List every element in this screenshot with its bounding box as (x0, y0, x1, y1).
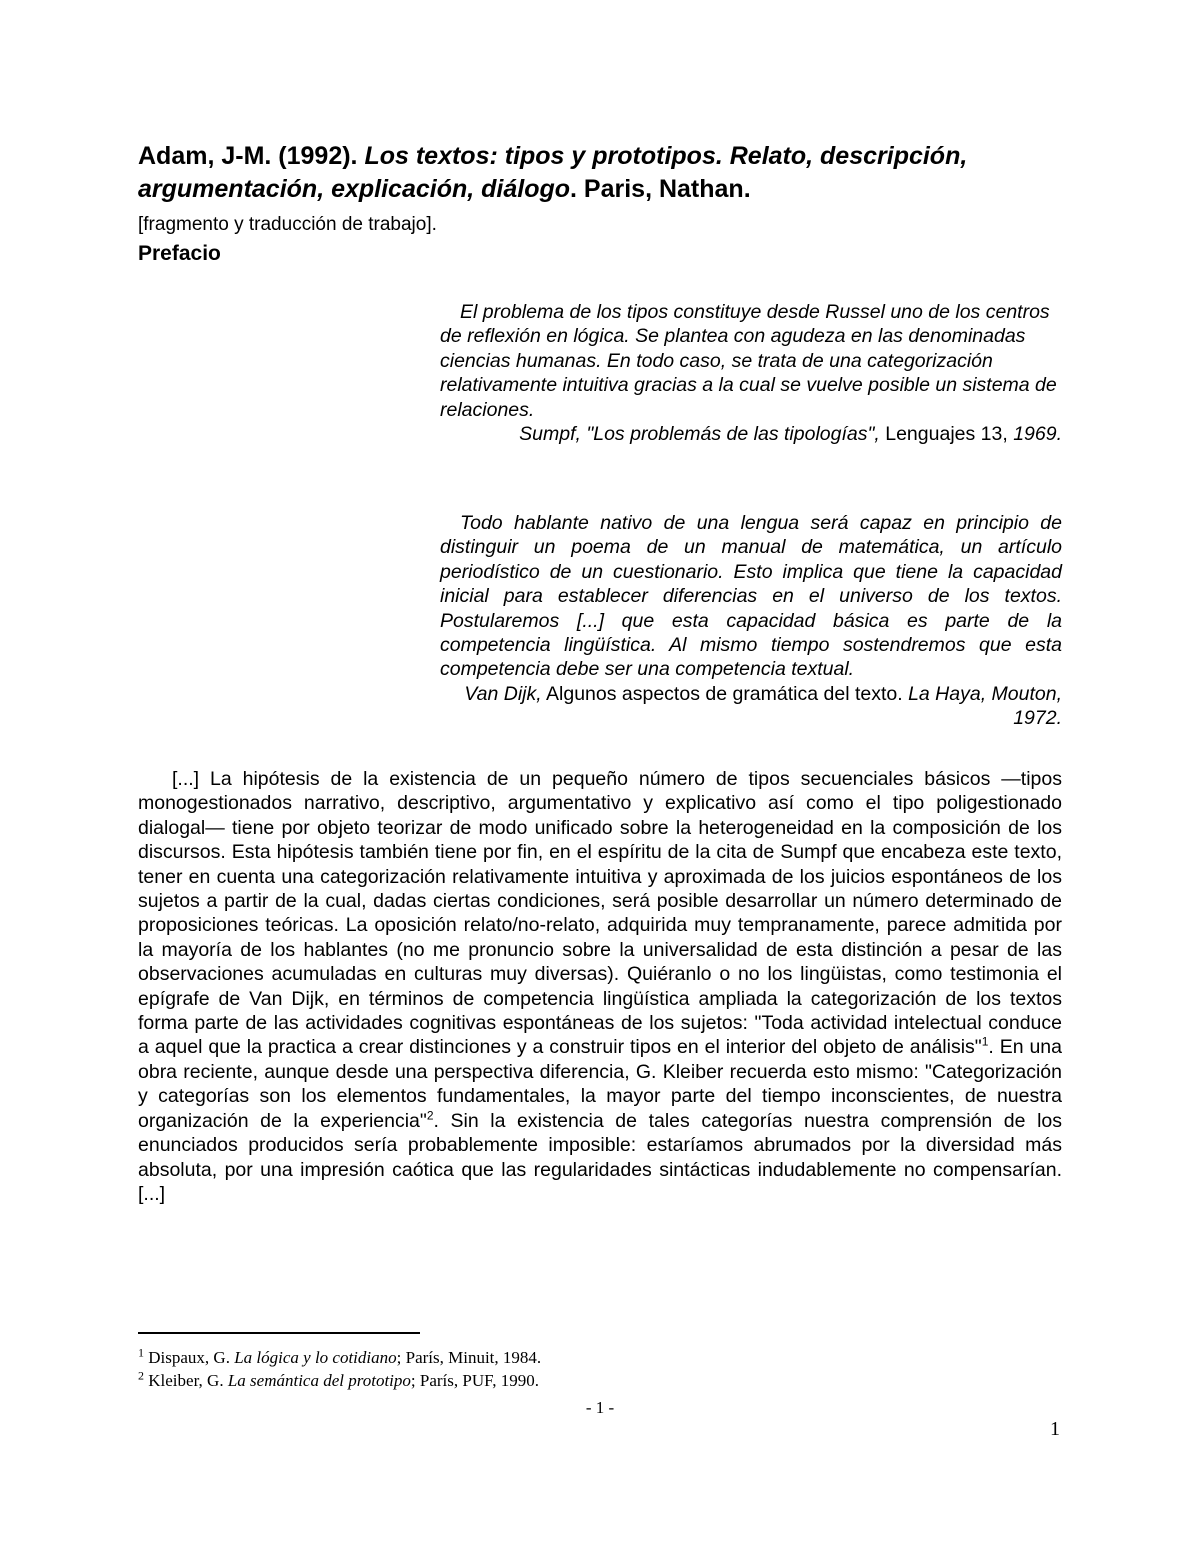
footnote-ref-1: 1 (981, 1034, 989, 1049)
footnote (138, 1369, 1062, 1392)
epigraph-source: Lenguajes 13, (879, 423, 1014, 446)
epigraph-quote: El problema de los tipos constituye desde Russel uno de los centros de reflexión en lógica. Se plantea con agudeza en las denominadas ciencias humanas. En todo caso, se trata de una categorización relativamente intuitiva gracias a la cual se vuelve posible un sistema de relaciones. (440, 301, 1057, 421)
epigraph-citation (440, 682, 1062, 731)
citation-suffix: . Paris, Nathan. (570, 175, 751, 203)
translation-note: [fragmento y traducción de trabajo]. (138, 214, 437, 235)
epigraph-van-dijk (440, 511, 1062, 731)
footnote-number: 1 (138, 1345, 144, 1360)
footnote-publisher: ; París, PUF, 1990. (410, 1371, 539, 1390)
body-text-part-1: [...] La hipótesis de la existencia de un pequeño número de tipos secuenciales básicos —tipos monogestionados narrativo, descriptivo, argumentativo y explicativo así como el tipo poligestionado dialogal— tiene por objeto teorizar de modo unificado sobre la heterogeneidad en la composición de los discursos. Esta hipótesis también tiene por fin, en el espíritu de la cita de Sumpf que encabeza este texto, tener en cuenta una categorización relativamente intuitiva y aproximada de los juicios espontáneos de los sujetos a partir de la cual, dadas ciertas condiciones, será posible desarrollar un número determinado de proposiciones teóricas. La oposición relato/no-relato, adquirida muy tempranamente, parece admitida por la mayoría de los hablantes (no me pronuncio sobre la universalidad de esta distinción a pesar de las observaciones acumuladas en culturas muy diversas). Quiéranlo o no los lingüistas, como testimonia el epígrafe de Van Dijk, en términos de competencia lingüística ampliada la categorización de los textos forma parte de las actividades cognitivas espontáneas de los sujetos: "Toda actividad intelectual conduce a aquel que la practica a crear distinciones y a construir tipos en el interior del objeto de análisis" (138, 768, 1062, 1059)
footnotes (138, 1346, 1062, 1392)
footnote (138, 1346, 1062, 1369)
body-text-part-3: . Sin la existencia de tales categorías nuestra comprensión de los enunciados producidos sería probablemente imposible: estaríamos abrumados por la diversidad más absoluta, por una impresión caótica que las regularidades sintácticas indudablemente no compensarían. [...] (138, 1109, 1063, 1205)
epigraph-year: 1969. (1013, 423, 1062, 446)
epigraph-source: Algunos aspectos de gramática del texto. (541, 682, 909, 705)
section-heading: Prefacio (138, 242, 221, 265)
footnote-title: La lógica y lo cotidiano (234, 1348, 397, 1367)
footnote-author: Dispaux, G. (144, 1348, 235, 1367)
epigraph-author: Sumpf, "Los problemás de las tipologías", (519, 423, 880, 446)
body-text-part-2: . En una obra reciente, aunque desde una perspectiva diferencia, G. Kleiber recuerda esto mismo: "Categorización y categorías son los elementos fundamentales, la mayor parte del tiempo inconscientes, de nuestra organización de la experiencia" (138, 1036, 1062, 1132)
page-number-corner: 1 (1050, 1418, 1060, 1440)
footnote-number: 2 (138, 1368, 144, 1383)
footnote-ref-2: 2 (426, 1108, 434, 1123)
epigraph-sumpf (440, 300, 1062, 446)
footnote-title: La semántica del prototipo (227, 1371, 411, 1390)
epigraph-author: Van Dijk, (464, 682, 542, 705)
epigraph-year: La Haya, Mouton, 1972. (908, 682, 1062, 730)
citation-prefix: Adam, J-M. (1992). (138, 142, 365, 170)
body-paragraph (138, 767, 1062, 1206)
epigraph-citation (440, 422, 1062, 446)
footnote-divider (138, 1332, 420, 1334)
epigraph-quote: Todo hablante nativo de una lengua será capaz en principio de distinguir un poema de un manual de matemática, un artículo periodístico de un cuestionario. Esto implica que tiene la capacidad inicial para establecer diferencias en el universo de los textos. Postularemos [...] que esta capacidad básica es parte de la competencia lingüística. Al mismo tiempo sostendremos que esta competencia debe ser una competencia textual. (440, 512, 1062, 681)
citation-heading (138, 140, 1068, 206)
footnote-author: Kleiber, G. (144, 1371, 228, 1390)
citation-title: Los textos: tipos y prototipos. Relato, descripción, argumentación, explicación, diálogo (138, 142, 968, 203)
page-number-center: - 1 - (585, 1398, 615, 1417)
footnote-publisher: ; París, Minuit, 1984. (396, 1348, 542, 1367)
